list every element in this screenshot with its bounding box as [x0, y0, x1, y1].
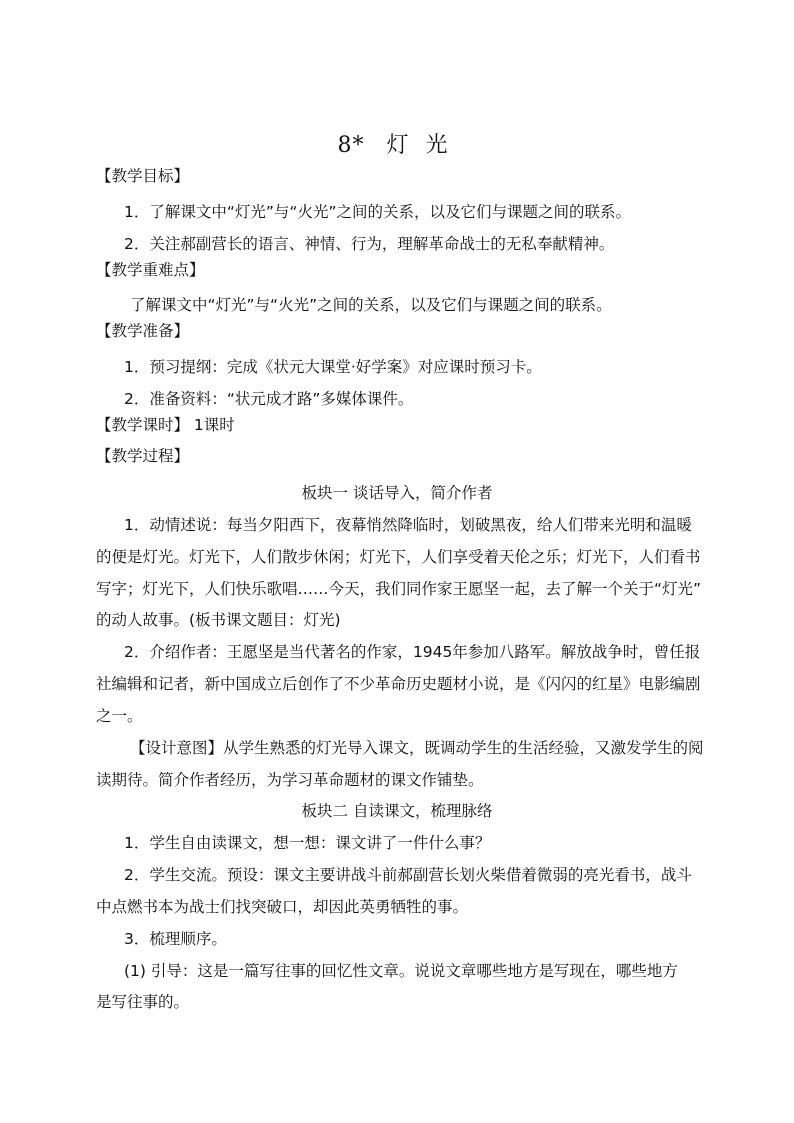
block-heading-2: 板块二 自读课文，梳理脉络 [301, 802, 493, 820]
paragraph-line: 2．学生交流。预设：课文主要讲战斗前郝副营长划火柴借着微弱的亮光看书，战斗 [124, 866, 692, 884]
section-heading-process: 【教学过程】 [96, 447, 190, 465]
design-intent-line: 【设计意图】从学生熟悉的灯光导入课文，既调动学生的生活经验，又激发学生的阅 [130, 739, 704, 757]
paragraph-line: 之一。 [96, 707, 143, 725]
section-heading-objectives: 【教学目标】 [96, 167, 190, 185]
paragraph-line: 1．动情述说：每当夕阳西下，夜幕悄然降临时，划破黑夜，给人们带来光明和温暖 [124, 516, 692, 534]
key-point-text: 了解课文中“灯光”与“火光”之间的关系，以及它们与课题之间的联系。 [130, 296, 612, 314]
design-intent-line: 读期待。简介作者经历，为学习革命题材的课文作铺垫。 [96, 771, 484, 789]
title-char-1: 灯 [386, 133, 410, 158]
paragraph-line: 3．梳理顺序。 [124, 930, 227, 948]
paragraph-line: 1．学生自由读课文，想一想：课文讲了一件什么事？ [124, 834, 491, 852]
section-heading-key-points: 【教学重难点】 [96, 261, 205, 279]
lesson-number: 8* [337, 133, 365, 158]
preparation-item-2: 2．准备资料：“状元成才路”多媒体课件。 [124, 390, 414, 408]
paragraph-line: 写字；灯光下，人们快乐歌唱……今天，我们同作家王愿坚一起，去了解一个关于“灯光” [96, 580, 702, 598]
paragraph-line: 的动人故事。(板书课文题目：灯光) [96, 611, 341, 629]
section-heading-preparation: 【教学准备】 [96, 322, 190, 340]
paragraph-line: 的便是灯光。灯光下，人们散步休闲；灯光下，人们享受着天伦之乐；灯光下，人们看书 [96, 548, 701, 566]
paragraph-line: 中点燃书本为战士们找突破口，却因此英勇牺牲的事。 [96, 898, 469, 916]
objective-item-1: 1．了解课文中“灯光”与“火光”之间的关系，以及它们与课题之间的联系。 [124, 203, 631, 221]
preparation-item-1: 1．预习提纲：完成《状元大课堂·好学案》对应课时预习卡。 [124, 358, 542, 376]
block-heading-1: 板块一 谈话导入，简介作者 [301, 484, 493, 502]
paragraph-line: 是写往事的。 [96, 993, 190, 1011]
paragraph-line: 社编辑和记者，新中国成立后创作了不少革命历史题材小说，是《闪闪的红星》电影编剧 [96, 675, 701, 693]
objective-item-2: 2．关注郝副营长的语言、神情、行为，理解革命战士的无私奉献精神。 [124, 235, 615, 253]
paragraph-line: (1) 引导：这是一篇写往事的回忆性文章。说说文章哪些地方是写现在，哪些地方 [124, 962, 678, 980]
paragraph-line: 2．介绍作者：王愿坚是当代著名的作家，1945年参加八路军。解放战争时，曾任报 [124, 643, 701, 661]
page-title [0, 128, 794, 159]
section-heading-class-hours: 【教学课时】 1课时 [96, 416, 235, 434]
title-char-2: 光 [425, 133, 449, 158]
